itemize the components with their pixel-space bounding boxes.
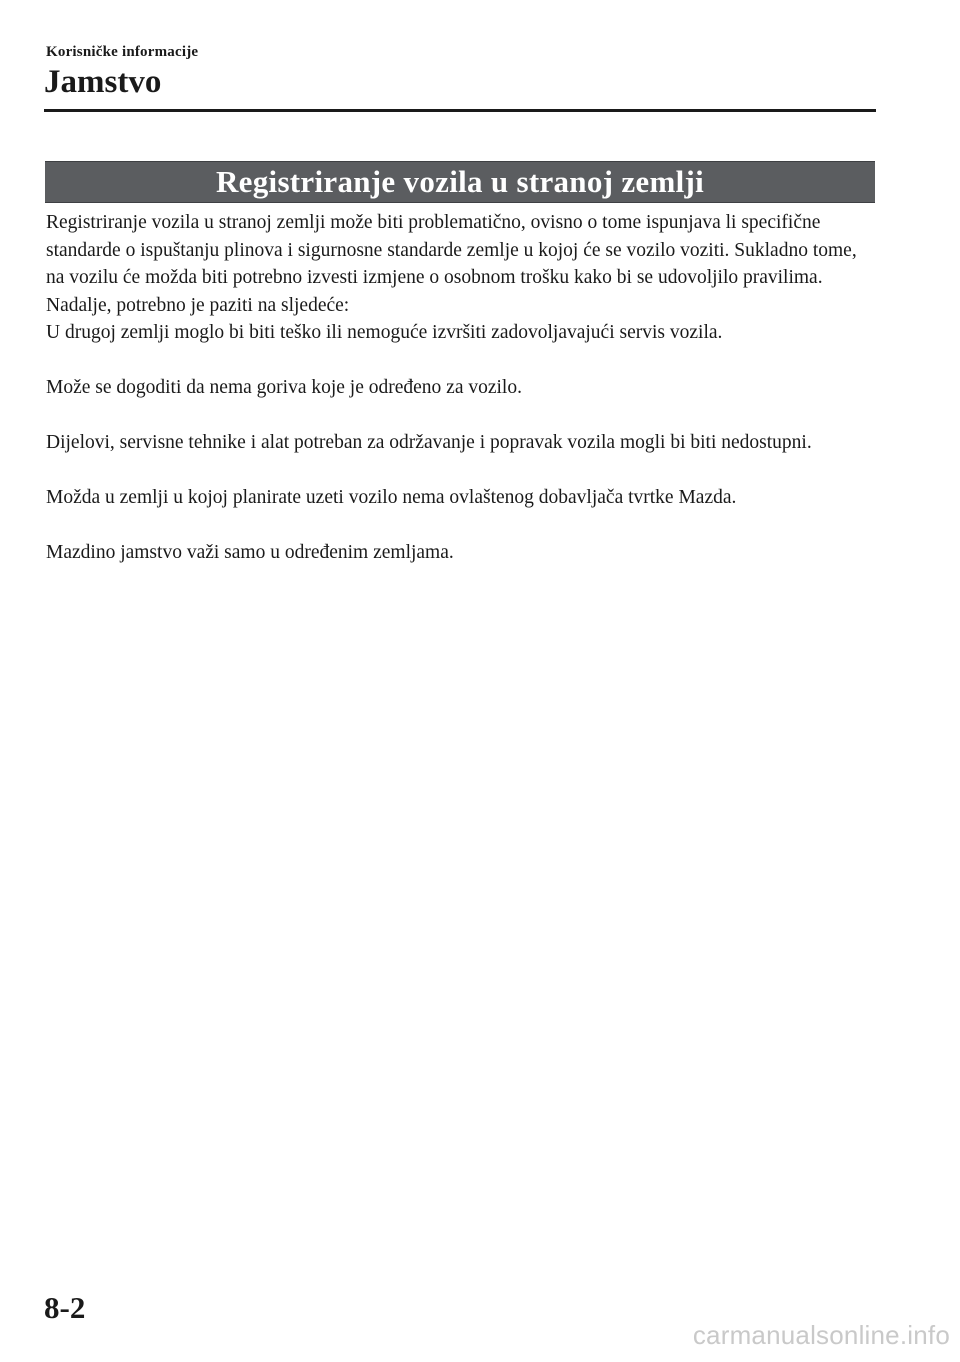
section-heading-bar xyxy=(45,161,875,203)
chapter-title: Jamstvo xyxy=(44,64,162,100)
lead-in-paragraph: Nadalje, potrebno je paziti na sljedeće: xyxy=(46,294,350,316)
page-number: 8-2 xyxy=(44,1290,86,1325)
dealer-paragraph: Možda u zemlji u kojoj planirate uzeti vozilo nema ovlaštenog dobavljača tvrtke Mazda. xyxy=(46,487,737,508)
fuel-paragraph: Može se dogoditi da nema goriva koje je određeno za vozilo. xyxy=(46,377,522,398)
section-label: Korisničke informacije xyxy=(46,44,199,60)
warranty-paragraph: Mazdino jamstvo važi samo u određenim zemljama. xyxy=(46,542,454,563)
parts-paragraph: Dijelovi, servisne tehnike i alat potreban za održavanje i popravak vozila mogli bi biti nedostupni. xyxy=(46,432,812,453)
servicing-paragraph: U drugoj zemlji moglo bi biti teško ili nemoguće izvršiti zadovoljavajući servis vozila. xyxy=(46,322,723,343)
chapter-divider xyxy=(44,109,876,112)
body-text xyxy=(46,209,876,567)
watermark: carmanualsonline.info xyxy=(692,1320,950,1350)
section-heading: Registriranje vozila u stranoj zemlji xyxy=(215,164,705,199)
intro-paragraph: Registriranje vozila u stranoj zemlji može biti problematično, ovisno o tome ispunjava li specifične standarde o ispuštanju plinova i sigurnosne standarde zemlje u kojoj će se vozilo voziti. Sukladno tome, na vozilu će možda biti potrebno izvesti izmjene o osobnom trošku kako bi se udovoljilo pravilima. xyxy=(46,212,857,288)
